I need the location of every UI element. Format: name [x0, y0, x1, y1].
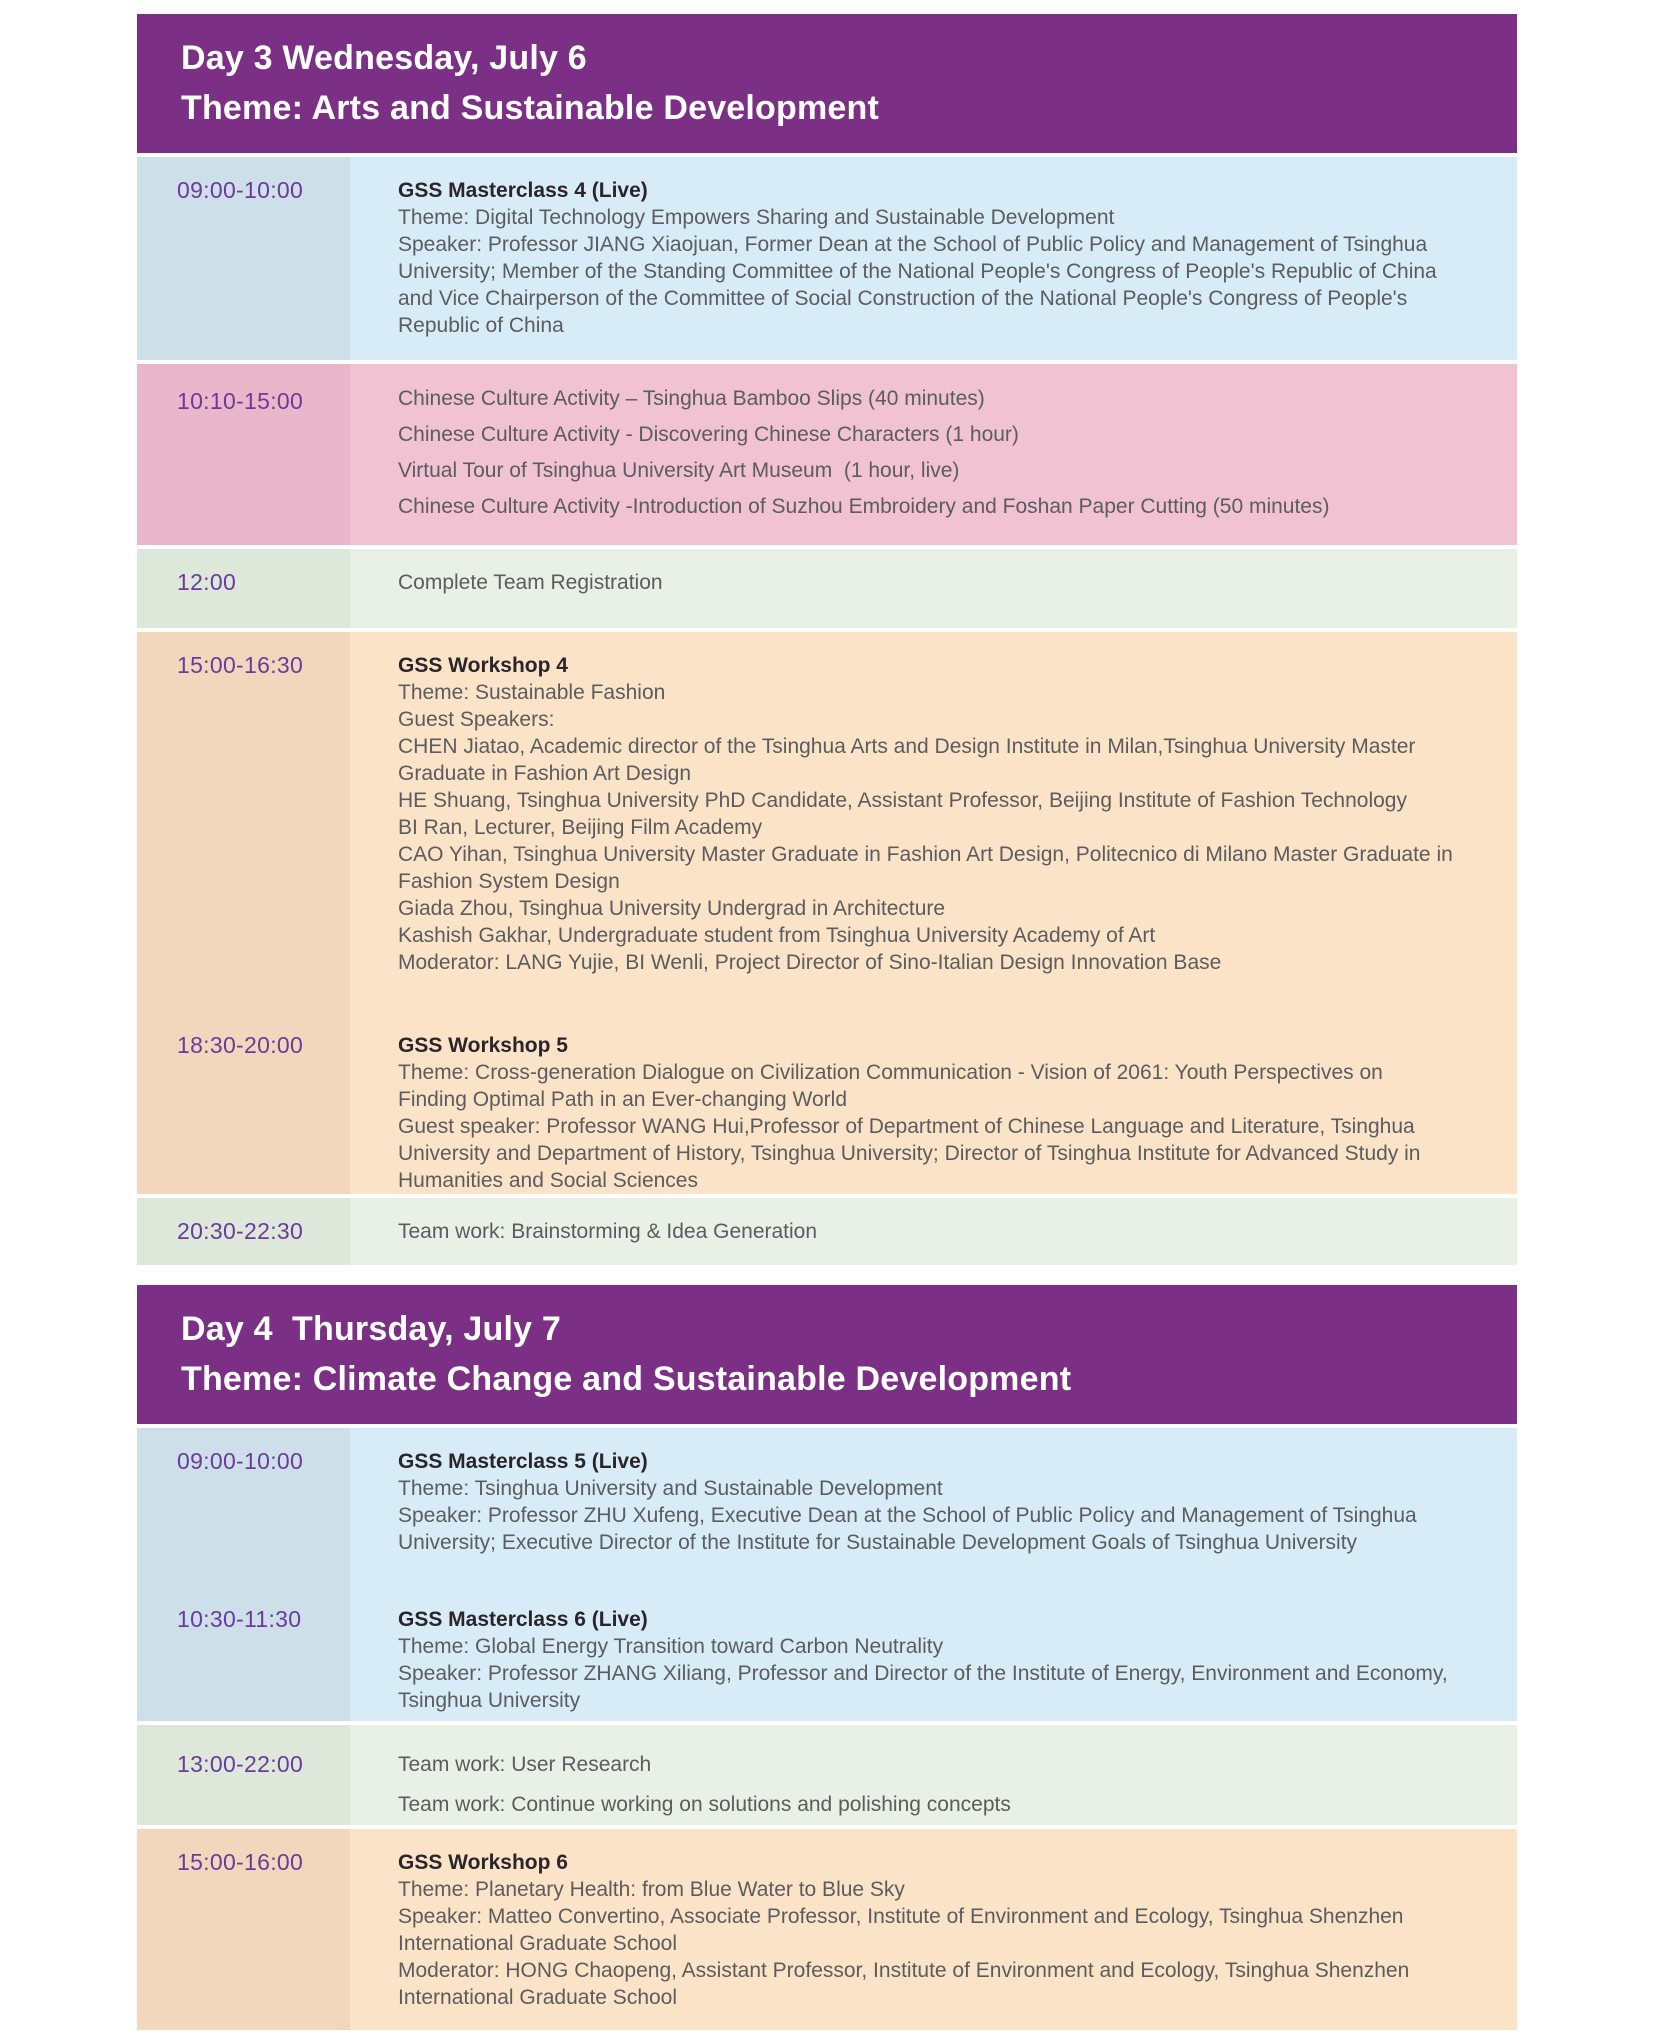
- day3-theme: Theme: Arts and Sustainable Development: [181, 88, 880, 127]
- row-masterclass4: [137, 157, 1517, 360]
- time-label: 10:30-11:30: [137, 1586, 350, 1721]
- masterclass6-subrow: [137, 1586, 1517, 1721]
- day4-header-band: [137, 1285, 1517, 1424]
- session-text: Complete Team Registration: [398, 571, 663, 594]
- session-content: [350, 549, 1517, 628]
- session-theme: Theme: Digital Technology Empowers Sharing and Sustainable Development: [398, 206, 1115, 229]
- row-workshops-4-5: [137, 632, 1517, 1194]
- row-registration: [137, 549, 1517, 628]
- session-line: Theme: Planetary Health: from Blue Water to Blue Sky: [398, 1878, 905, 1901]
- time-label: 20:30-22:30: [137, 1198, 350, 1265]
- teamwork-item: Team work: Continue working on solutions and polishing concepts: [398, 1793, 1011, 1816]
- session-line: Guest speaker: Professor WANG Hui,Professor of Department of Chinese Language and Literature, Tsinghua University and Department of History, Tsinghua University; Director of Tsinghua Institute for Advanced Study in Humanities and Social Sciences: [398, 1115, 1427, 1192]
- day4-theme: Theme: Climate Change and Sustainable Development: [181, 1359, 1072, 1398]
- teamwork-item: Team work: User Research: [398, 1753, 652, 1776]
- session-line: Giada Zhou, Tsinghua University Undergrad in Architecture: [398, 897, 946, 920]
- day3-header-band: [137, 14, 1517, 153]
- session-line: BI Ran, Lecturer, Beijing Film Academy: [398, 816, 763, 839]
- time-label: 15:00-16:30: [137, 632, 350, 1012]
- session-line: Moderator: HONG Chaopeng, Assistant Professor, Institute of Environment and Ecology, Tsinghua Shenzhen International Graduate School: [398, 1959, 1416, 2009]
- session-content: [350, 1725, 1517, 1825]
- session-title: GSS Workshop 6: [398, 1851, 568, 1874]
- row-masterclasses-5-6: [137, 1428, 1517, 1721]
- time-label: 15:00-16:00: [137, 1829, 350, 2030]
- session-line: CHEN Jiatao, Academic director of the Tsinghua Arts and Design Institute in Milan,Tsinghua University Master Graduate in Fashion Art Design: [398, 735, 1422, 785]
- session-line: Theme: Sustainable Fashion: [398, 681, 666, 704]
- activity-item: Virtual Tour of Tsinghua University Art Museum (1 hour, live): [398, 459, 960, 482]
- activity-item: Chinese Culture Activity -Introduction of Suzhou Embroidery and Foshan Paper Cutting (50 minutes): [398, 495, 1330, 518]
- row-culture-activities: [137, 364, 1517, 545]
- day3-title: Day 3 Wednesday, July 6: [181, 38, 587, 77]
- session-line: Kashish Gakhar, Undergraduate student from Tsinghua University Academy of Art: [398, 924, 1156, 947]
- activity-item: Chinese Culture Activity – Tsinghua Bamboo Slips (40 minutes): [398, 387, 985, 410]
- session-line: Speaker: Matteo Convertino, Associate Professor, Institute of Environment and Ecology, Tsinghua Shenzhen International Graduate School: [398, 1905, 1410, 1955]
- day3-schedule-table: [137, 14, 1517, 1265]
- workshop4-subrow: [137, 632, 1517, 1012]
- session-line: Moderator: LANG Yujie, BI Wenli, Project Director of Sino-Italian Design Innovation Base: [398, 951, 1222, 974]
- row-workshop6: [137, 1829, 1517, 2030]
- session-content: [350, 632, 1517, 1012]
- schedule-page: [137, 14, 1517, 2034]
- masterclass5-subrow: [137, 1428, 1517, 1586]
- time-label: 13:00-22:00: [137, 1725, 350, 1825]
- session-text: Team work: Brainstorming & Idea Generation: [398, 1220, 818, 1243]
- row-teamwork-day4: [137, 1725, 1517, 1825]
- session-speaker: Speaker: Professor ZHU Xufeng, Executive Dean at the School of Public Policy and Management of Tsinghua University; Executive Director of the Institute for Sustainable Development Goals of Tsinghua University: [398, 1504, 1423, 1554]
- session-content: [350, 1829, 1517, 2030]
- session-line: CAO Yihan, Tsinghua University Master Graduate in Fashion Art Design, Politecnico di Milano Master Graduate in Fashion System Design: [398, 843, 1459, 893]
- session-line: HE Shuang, Tsinghua University PhD Candidate, Assistant Professor, Beijing Institute of Fashion Technology: [398, 789, 1407, 812]
- session-speaker: Speaker: Professor ZHANG Xiliang, Professor and Director of the Institute of Energy, Environment and Economy, Tsinghua University: [398, 1662, 1454, 1712]
- day4-title: Day 4 Thursday, July 7: [181, 1309, 562, 1348]
- session-title: GSS Masterclass 4 (Live): [398, 179, 648, 202]
- session-content: [350, 364, 1517, 545]
- session-speaker: Speaker: Professor JIANG Xiaojuan, Former Dean at the School of Public Policy and Management of Tsinghua University; Member of the Standing Committee of the National People's Congress of People's Republic of China and Vice Chairperson of the Committee of Social Construction of the National People's Congress of People's Republic of China: [398, 233, 1443, 337]
- time-label: 09:00-10:00: [137, 157, 350, 360]
- activity-item: Chinese Culture Activity - Discovering Chinese Characters (1 hour): [398, 423, 1019, 446]
- session-content: [350, 1012, 1517, 1194]
- session-line: Guest Speakers:: [398, 708, 555, 731]
- time-label: 18:30-20:00: [137, 1012, 350, 1194]
- time-label: 09:00-10:00: [137, 1428, 350, 1586]
- session-title: GSS Masterclass 5 (Live): [398, 1450, 648, 1473]
- time-label: 12:00: [137, 549, 350, 628]
- day4-schedule-table: [137, 1285, 1517, 2030]
- session-theme: Theme: Global Energy Transition toward Carbon Neutrality: [398, 1635, 944, 1658]
- session-content: [350, 157, 1517, 360]
- session-content: [350, 1428, 1517, 1586]
- time-label: 10:10-15:00: [137, 364, 350, 545]
- row-teamwork-day3: [137, 1198, 1517, 1265]
- session-title: GSS Masterclass 6 (Live): [398, 1608, 648, 1631]
- session-title: GSS Workshop 5: [398, 1034, 568, 1057]
- session-line: Theme: Cross-generation Dialogue on Civilization Communication - Vision of 2061: Youth Perspectives on Finding Optimal Path in an Ever-changing World: [398, 1061, 1389, 1111]
- session-title: GSS Workshop 4: [398, 654, 568, 677]
- session-content: [350, 1586, 1517, 1721]
- workshop5-subrow: [137, 1012, 1517, 1194]
- session-theme: Theme: Tsinghua University and Sustainable Development: [398, 1477, 943, 1500]
- session-content: [350, 1198, 1517, 1265]
